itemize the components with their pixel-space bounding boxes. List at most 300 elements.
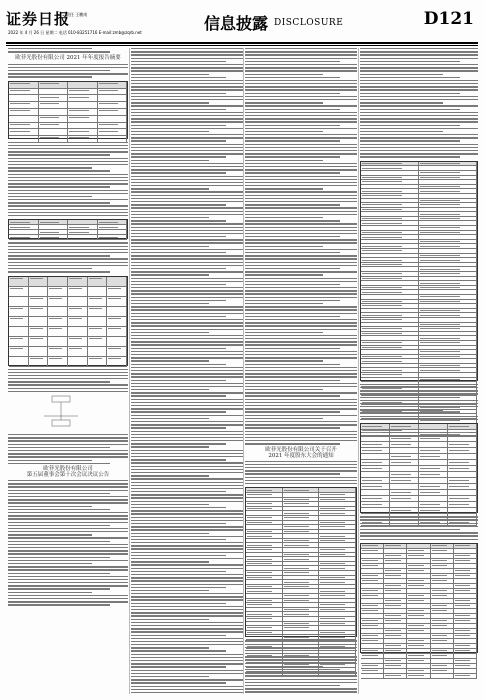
text-line	[360, 393, 478, 394]
table-cell	[319, 493, 356, 497]
text-line	[131, 472, 243, 473]
text-line	[131, 233, 243, 234]
table-cell	[419, 212, 477, 216]
text-line	[131, 478, 243, 479]
text-line	[245, 230, 357, 231]
table-cell	[319, 553, 356, 557]
table-cell	[407, 594, 430, 598]
table-cell	[246, 635, 283, 639]
table-cell	[361, 654, 384, 658]
text-line	[245, 399, 357, 400]
table-cell	[407, 624, 430, 628]
table-cell	[361, 359, 419, 363]
table-cell	[384, 614, 407, 618]
table-cell	[419, 254, 477, 258]
text-line	[245, 121, 357, 122]
table-cell	[68, 109, 98, 115]
table-cell	[384, 674, 407, 678]
text-line	[245, 214, 357, 215]
text-line	[131, 580, 243, 581]
text-line	[131, 555, 226, 556]
table-cell	[419, 235, 477, 239]
table-cell	[361, 309, 419, 313]
table-cell	[246, 557, 283, 561]
table-cell	[246, 530, 283, 534]
text-line	[245, 405, 357, 406]
text-line	[8, 460, 92, 461]
text-line	[131, 344, 243, 345]
text-line	[8, 553, 128, 554]
table-cell	[98, 129, 128, 135]
text-line	[131, 96, 243, 97]
table-cell	[390, 460, 419, 465]
table-cell	[384, 639, 407, 643]
text-line	[360, 99, 478, 100]
text-line	[245, 376, 357, 377]
table-cell	[407, 549, 430, 553]
text-line	[131, 453, 243, 454]
text-line	[131, 182, 243, 183]
text-line	[8, 262, 128, 263]
table-cell	[283, 530, 320, 534]
text-line	[245, 467, 357, 468]
table-cell	[448, 478, 477, 483]
table-cell	[361, 318, 419, 322]
table-cell	[419, 350, 477, 354]
text-line	[131, 536, 243, 537]
text-line	[131, 574, 243, 575]
text-line	[131, 395, 226, 396]
section-title-english: DISCLOSURE	[274, 18, 344, 28]
table-cell	[361, 263, 419, 267]
table-cell	[384, 629, 407, 633]
table-cell	[419, 313, 477, 317]
table-cell	[319, 507, 356, 511]
text-line	[131, 577, 243, 578]
table-cell	[361, 272, 419, 276]
text-line	[131, 290, 243, 291]
table-cell	[407, 619, 430, 623]
text-line	[245, 672, 357, 673]
text-line	[131, 325, 243, 326]
table-cell	[319, 525, 356, 529]
table-cell	[454, 624, 477, 628]
text-line	[131, 313, 243, 314]
table-cell	[319, 539, 356, 543]
text-line	[131, 676, 209, 677]
table-cell	[419, 332, 477, 336]
table-cell	[454, 569, 477, 573]
table-cell	[407, 604, 430, 608]
text-line	[8, 158, 128, 159]
table-cell	[283, 566, 320, 570]
table-cell	[407, 639, 430, 643]
text-line	[360, 153, 478, 154]
table-cell	[390, 508, 419, 513]
table-cell	[419, 436, 448, 441]
text-line	[245, 380, 340, 381]
text-line	[8, 588, 110, 589]
text-line	[131, 156, 226, 157]
text-line	[245, 303, 323, 304]
text-line	[8, 537, 128, 538]
table-cell	[419, 231, 477, 235]
text-line	[131, 564, 243, 565]
table-cell	[419, 221, 477, 225]
text-line	[131, 440, 243, 441]
text-line	[360, 115, 478, 116]
table-cell	[419, 240, 477, 244]
table-cell	[361, 634, 384, 638]
text-line	[8, 512, 128, 513]
text-line	[245, 659, 357, 660]
table-cell	[384, 569, 407, 573]
table-cell	[319, 622, 356, 626]
table-cell	[384, 559, 407, 563]
text-line	[245, 322, 357, 323]
text-line	[131, 682, 226, 683]
table-cell	[246, 498, 283, 502]
text-line	[131, 399, 243, 400]
text-line	[245, 54, 357, 55]
text-line	[8, 142, 128, 143]
table-cell	[448, 490, 477, 495]
table-cell	[88, 307, 108, 316]
table-cell	[319, 580, 356, 584]
text-line	[360, 96, 478, 97]
text-line	[245, 102, 323, 103]
table-cell	[9, 337, 29, 346]
table-cell	[407, 669, 430, 673]
text-line	[131, 64, 243, 65]
text-line	[245, 201, 357, 202]
text-line	[131, 389, 209, 390]
table-cell	[390, 448, 419, 453]
table-cell	[384, 644, 407, 648]
column-3	[245, 48, 357, 694]
table-cell	[448, 466, 477, 471]
table-cell	[419, 272, 477, 276]
text-line	[131, 54, 243, 55]
table-cell	[9, 277, 29, 286]
table-cell	[361, 171, 419, 175]
table-cell	[361, 180, 419, 184]
text-line	[245, 86, 357, 87]
table-cell	[419, 286, 477, 290]
text-line	[131, 274, 209, 275]
text-line	[131, 568, 243, 569]
text-line	[8, 563, 92, 564]
text-line	[8, 212, 128, 213]
table-cell	[431, 574, 454, 578]
text-line	[131, 357, 243, 358]
text-line	[8, 480, 128, 481]
table-cell	[361, 212, 419, 216]
table-row	[9, 357, 127, 367]
table-cell	[454, 669, 477, 673]
table-cell	[246, 488, 283, 492]
text-line	[131, 297, 243, 298]
text-line	[131, 131, 209, 132]
text-line	[245, 415, 357, 416]
text-line	[245, 236, 340, 237]
text-line	[245, 653, 340, 654]
text-line	[131, 306, 243, 307]
table-cell	[246, 617, 283, 621]
table-row	[9, 317, 127, 327]
table-cell	[431, 589, 454, 593]
table-cell	[390, 430, 419, 435]
text-line	[8, 483, 128, 484]
table-cell	[361, 430, 390, 435]
table-cell	[283, 507, 320, 511]
table-cell	[107, 307, 127, 316]
table-cell	[419, 359, 477, 363]
table-cell	[448, 436, 477, 441]
table-cell	[88, 327, 108, 336]
text-line	[131, 542, 243, 543]
text-line	[245, 344, 357, 345]
column-divider	[243, 48, 244, 694]
text-line	[8, 434, 128, 435]
text-line	[8, 547, 128, 548]
table-cell	[361, 341, 419, 345]
table-cell	[407, 584, 430, 588]
table-cell	[48, 307, 68, 316]
text-line	[8, 148, 128, 149]
table-row	[9, 327, 127, 337]
table-cell	[88, 317, 108, 326]
text-line	[245, 691, 357, 692]
table-cell	[107, 337, 127, 346]
table-cell	[390, 442, 419, 447]
table-cell	[390, 496, 419, 501]
text-line	[245, 220, 340, 221]
text-line	[131, 230, 243, 231]
table-cell	[39, 129, 69, 135]
text-line	[131, 150, 243, 151]
table-cell	[39, 95, 69, 101]
table-cell	[246, 539, 283, 543]
text-line	[131, 548, 243, 549]
column-4	[360, 48, 478, 694]
column-2	[131, 48, 243, 694]
text-line	[245, 663, 357, 664]
table-cell	[407, 554, 430, 558]
text-line	[8, 255, 110, 256]
table-cell	[431, 669, 454, 673]
table-cell	[448, 502, 477, 507]
text-line	[8, 560, 128, 561]
table-cell	[361, 203, 419, 207]
table-cell	[319, 530, 356, 534]
text-line	[245, 211, 357, 212]
table-cell	[407, 629, 430, 633]
table-cell	[419, 472, 448, 477]
text-line	[131, 628, 243, 629]
text-line	[131, 105, 243, 106]
text-line	[131, 252, 226, 253]
text-line	[131, 405, 243, 406]
text-line	[131, 329, 243, 330]
text-line	[360, 526, 478, 527]
table-cell	[283, 589, 320, 593]
text-line	[360, 102, 443, 103]
text-line	[131, 411, 226, 412]
text-line	[131, 278, 243, 279]
table-cell	[98, 82, 128, 88]
table-cell	[361, 199, 419, 203]
text-line	[245, 274, 323, 275]
text-line	[131, 236, 226, 237]
table-cell	[68, 123, 98, 129]
text-line	[131, 641, 243, 642]
text-line	[8, 579, 128, 580]
table-cell	[419, 373, 477, 377]
table-cell	[431, 624, 454, 628]
text-line	[8, 592, 92, 593]
table-cell	[454, 654, 477, 658]
text-line	[245, 357, 357, 358]
text-line	[131, 415, 243, 416]
table-cell	[431, 639, 454, 643]
table-cell	[9, 89, 39, 95]
text-line	[8, 531, 128, 532]
text-line	[245, 115, 357, 116]
table-cell	[384, 584, 407, 588]
table-cell	[431, 559, 454, 563]
table-cell	[361, 478, 390, 483]
table-cell	[283, 585, 320, 589]
text-line	[131, 338, 243, 339]
text-line	[360, 51, 478, 52]
table-cell	[419, 290, 477, 294]
table-cell	[246, 576, 283, 580]
text-line	[245, 386, 357, 387]
article-header-lines	[8, 48, 128, 53]
text-line	[131, 144, 243, 145]
text-line	[245, 278, 357, 279]
table-cell	[407, 574, 430, 578]
table-cell	[361, 484, 390, 489]
table-cell	[407, 649, 430, 653]
text-line	[245, 319, 357, 320]
financial-data-table	[8, 219, 128, 239]
table-cell	[68, 116, 98, 122]
text-line	[245, 105, 357, 106]
table-cell	[319, 557, 356, 561]
table-cell	[68, 317, 88, 326]
text-line	[360, 419, 478, 420]
table-cell	[361, 290, 419, 294]
table-cell	[454, 579, 477, 583]
table-cell	[384, 654, 407, 658]
text-line	[245, 128, 357, 129]
table-cell	[68, 297, 88, 306]
table-cell	[48, 327, 68, 336]
text-line	[245, 179, 357, 180]
table-cell	[454, 584, 477, 588]
text-line	[245, 144, 357, 145]
text-line	[245, 313, 357, 314]
text-line	[8, 388, 128, 389]
table-cell	[390, 454, 419, 459]
table-cell	[361, 221, 419, 225]
text-line	[360, 70, 478, 71]
table-cell	[246, 562, 283, 566]
table-cell	[68, 327, 88, 336]
text-line	[131, 360, 209, 361]
text-line	[131, 258, 243, 259]
text-line	[131, 673, 243, 674]
table-cell	[283, 631, 320, 635]
text-line	[131, 48, 243, 49]
table-cell	[419, 336, 477, 340]
text-line	[131, 166, 243, 167]
text-line	[131, 625, 243, 626]
table-row	[9, 95, 127, 102]
table-cell	[419, 263, 477, 267]
text-line	[245, 373, 357, 374]
text-line	[245, 389, 323, 390]
text-line	[131, 121, 243, 122]
table-cell	[361, 254, 419, 258]
text-line	[131, 421, 243, 422]
text-line	[8, 576, 128, 577]
text-line	[360, 140, 460, 141]
table-cell	[246, 585, 283, 589]
text-line	[245, 258, 357, 259]
table-cell	[361, 327, 419, 331]
table-cell	[361, 574, 384, 578]
table-cell	[361, 300, 419, 304]
table-cell	[319, 576, 356, 580]
table-cell	[9, 230, 39, 234]
table-row	[361, 674, 477, 679]
text-line	[131, 443, 226, 444]
table-cell	[431, 629, 454, 633]
text-line	[131, 262, 243, 263]
table-cell	[384, 619, 407, 623]
table-cell	[319, 566, 356, 570]
table-cell	[361, 614, 384, 618]
text-line	[245, 293, 357, 294]
text-line	[8, 193, 128, 194]
table-cell	[98, 109, 128, 115]
table-cell	[9, 317, 29, 326]
table-cell	[68, 347, 88, 356]
text-line	[131, 217, 209, 218]
text-line	[131, 510, 243, 511]
text-line	[245, 125, 340, 126]
table-cell	[98, 95, 128, 101]
table-cell	[419, 171, 477, 175]
table-cell	[384, 609, 407, 613]
table-cell	[419, 208, 477, 212]
text-line	[8, 522, 128, 523]
text-line	[131, 373, 243, 374]
table-cell	[39, 109, 69, 115]
table-cell	[419, 295, 477, 299]
text-line	[131, 179, 243, 180]
text-line	[131, 185, 243, 186]
text-line	[245, 383, 357, 384]
text-line	[131, 128, 243, 129]
text-line	[131, 466, 243, 467]
table-cell	[361, 244, 419, 248]
body-text-block	[245, 461, 357, 485]
table-cell	[419, 341, 477, 345]
